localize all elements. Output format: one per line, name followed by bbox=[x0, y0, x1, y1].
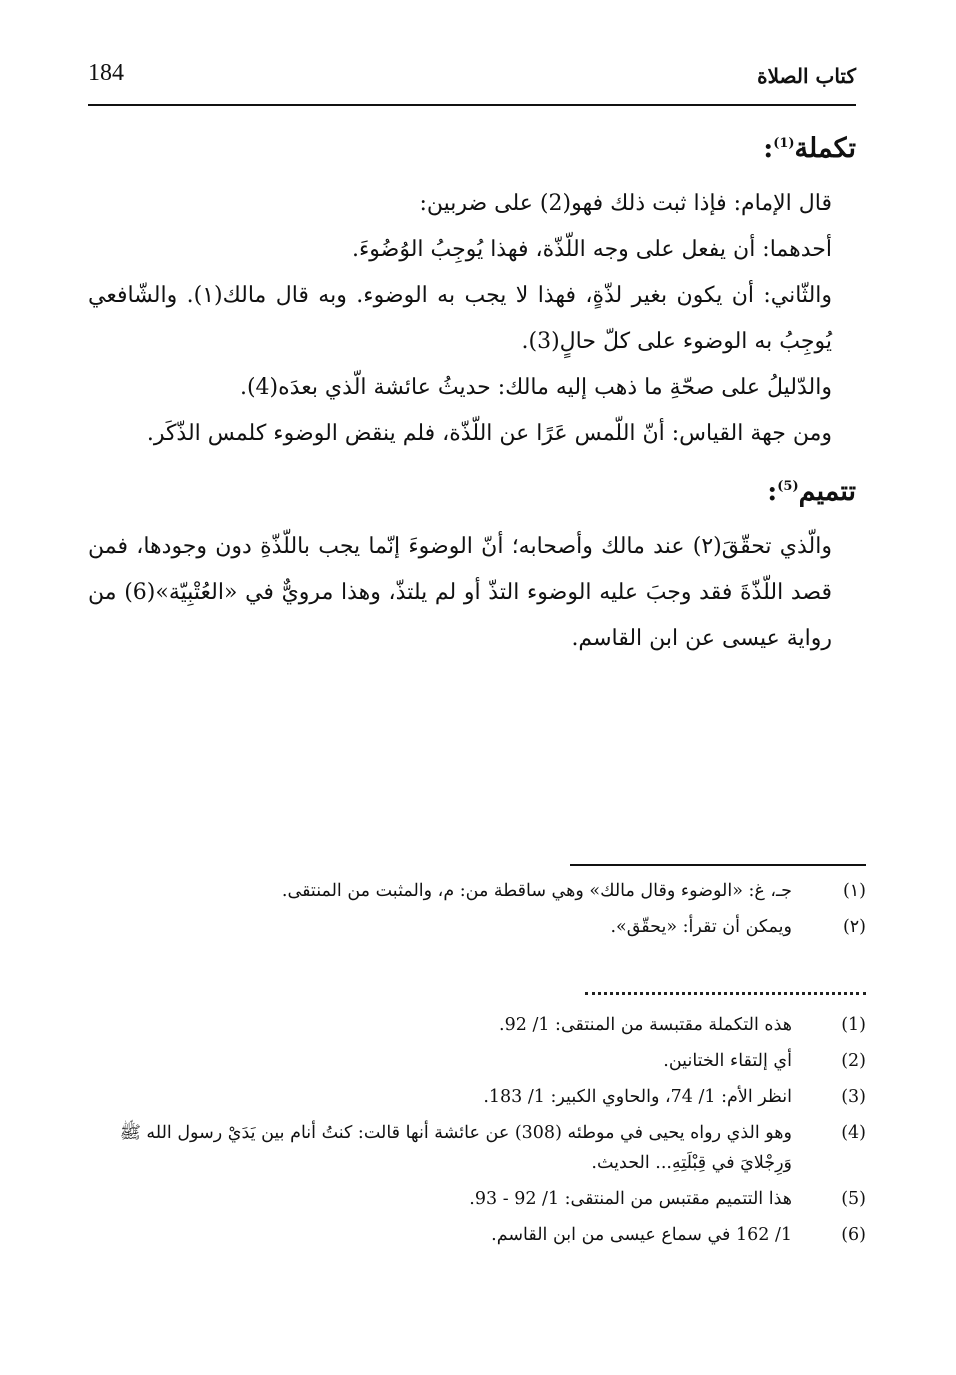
footnote-number: (6) bbox=[841, 1225, 866, 1245]
footnote-text: ويمكن أن تقرأ: «يحقّق». bbox=[610, 917, 792, 937]
footnote-text: وهو الذي رواه يحيى في موطئه (308) عن عائشة أنها قالت: كنتُ أنام بين يَدَيْ رسول الله ﷺ وَرِجْلايَ في قِبْلَتِهِ... الحديث. bbox=[119, 1123, 792, 1173]
paragraph: ومن جهة القياس: أنّ اللّمس عَرًا عن اللّذّة، فلم ينقض الوضوء كلمس الذّكَر. bbox=[146, 421, 832, 446]
footnote bbox=[88, 876, 866, 906]
footnote-number: (4) bbox=[841, 1123, 866, 1143]
footnote-text: 1/ 162 في سماع عيسى من ابن القاسم. bbox=[491, 1225, 792, 1245]
footnote-number: (3) bbox=[841, 1087, 866, 1107]
running-title: كتاب الصلاة bbox=[757, 64, 856, 88]
dotted-separator bbox=[585, 992, 866, 995]
section-heading-tatmim: تتميم$^{(5)}$: bbox=[767, 476, 856, 507]
footnote bbox=[88, 912, 866, 942]
paragraph: قال الإمام: فإذا ثبت ذلك فهو(2) على ضربين: bbox=[419, 191, 832, 216]
editor-footnotes bbox=[88, 876, 866, 948]
footnote-number: (5) bbox=[841, 1189, 866, 1209]
section-title: تكملة bbox=[794, 133, 856, 164]
footnote bbox=[88, 1118, 866, 1178]
footnote-text: أي إلتقاء الختانين. bbox=[663, 1051, 792, 1071]
page-header bbox=[88, 60, 856, 106]
footnote bbox=[88, 1082, 866, 1112]
footnote-ref: (1) bbox=[773, 136, 795, 151]
footnote-number: (١) bbox=[842, 881, 866, 901]
footnote-text: هذا التتميم مقتبس من المنتقى: 1/ 92 - 93. bbox=[469, 1189, 792, 1209]
author-footnotes bbox=[88, 1010, 866, 1256]
section-title: تتميم bbox=[798, 476, 856, 507]
page-number: 184 bbox=[88, 60, 124, 86]
paragraph: والّذي تحقّقَ(٢) عند مالك وأصحابه؛ أنّ الوضوءَ إنّما يجب باللّذّةِ دون وجودها، فمن قصد اللّذّةَ فقد وجبَ عليه الوضوء التذّ أو لم يلتذّ، وهذا مرويٌّ في «العُتْبِيّة»(6) من رواية عيسى عن ابن القاسم. bbox=[88, 534, 832, 651]
footnote-text: انظر الأم: 1/ 74، والحاوي الكبير: 1/ 183. bbox=[483, 1087, 792, 1107]
paragraph: أحدهما: أن يفعل على وجه اللّذّة، فهذا يُوجِبُ الوُضُوءَ. bbox=[351, 237, 832, 262]
footnote-ref: (5) bbox=[777, 479, 799, 494]
footnote-text: هذه التكملة مقتبسة من المنتقى: 1/ 92. bbox=[499, 1015, 792, 1035]
footnote bbox=[88, 1184, 866, 1214]
footnote-separator bbox=[570, 864, 866, 866]
paragraph: والثّاني: أن يكون بغير لذّةٍ، فهذا لا يجب به الوضوء. وبه قال مالك(١). والشّافعي يُوجِبُ به الوضوء على كلّ حالٍ(3). bbox=[88, 283, 833, 354]
footnote-number: (1) bbox=[841, 1015, 866, 1035]
footnote bbox=[88, 1010, 866, 1040]
footnote-text: جـ، غ: «الوضوء وقال مالك» وهي ساقطة من: م، والمثبت من المنتقى. bbox=[281, 881, 792, 901]
section-heading-takmila: تكملة$^{(1)}$: bbox=[763, 133, 856, 164]
footnote-number: (٢) bbox=[842, 917, 866, 937]
paragraph: والدّليلُ على صحّةِ ما ذهب إليه مالك: حديثُ عائشة الّذي بعدَه(4). bbox=[239, 375, 832, 400]
main-text bbox=[88, 120, 856, 662]
footnote bbox=[88, 1046, 866, 1076]
footnote-number: (2) bbox=[841, 1051, 866, 1071]
footnote bbox=[88, 1220, 866, 1250]
